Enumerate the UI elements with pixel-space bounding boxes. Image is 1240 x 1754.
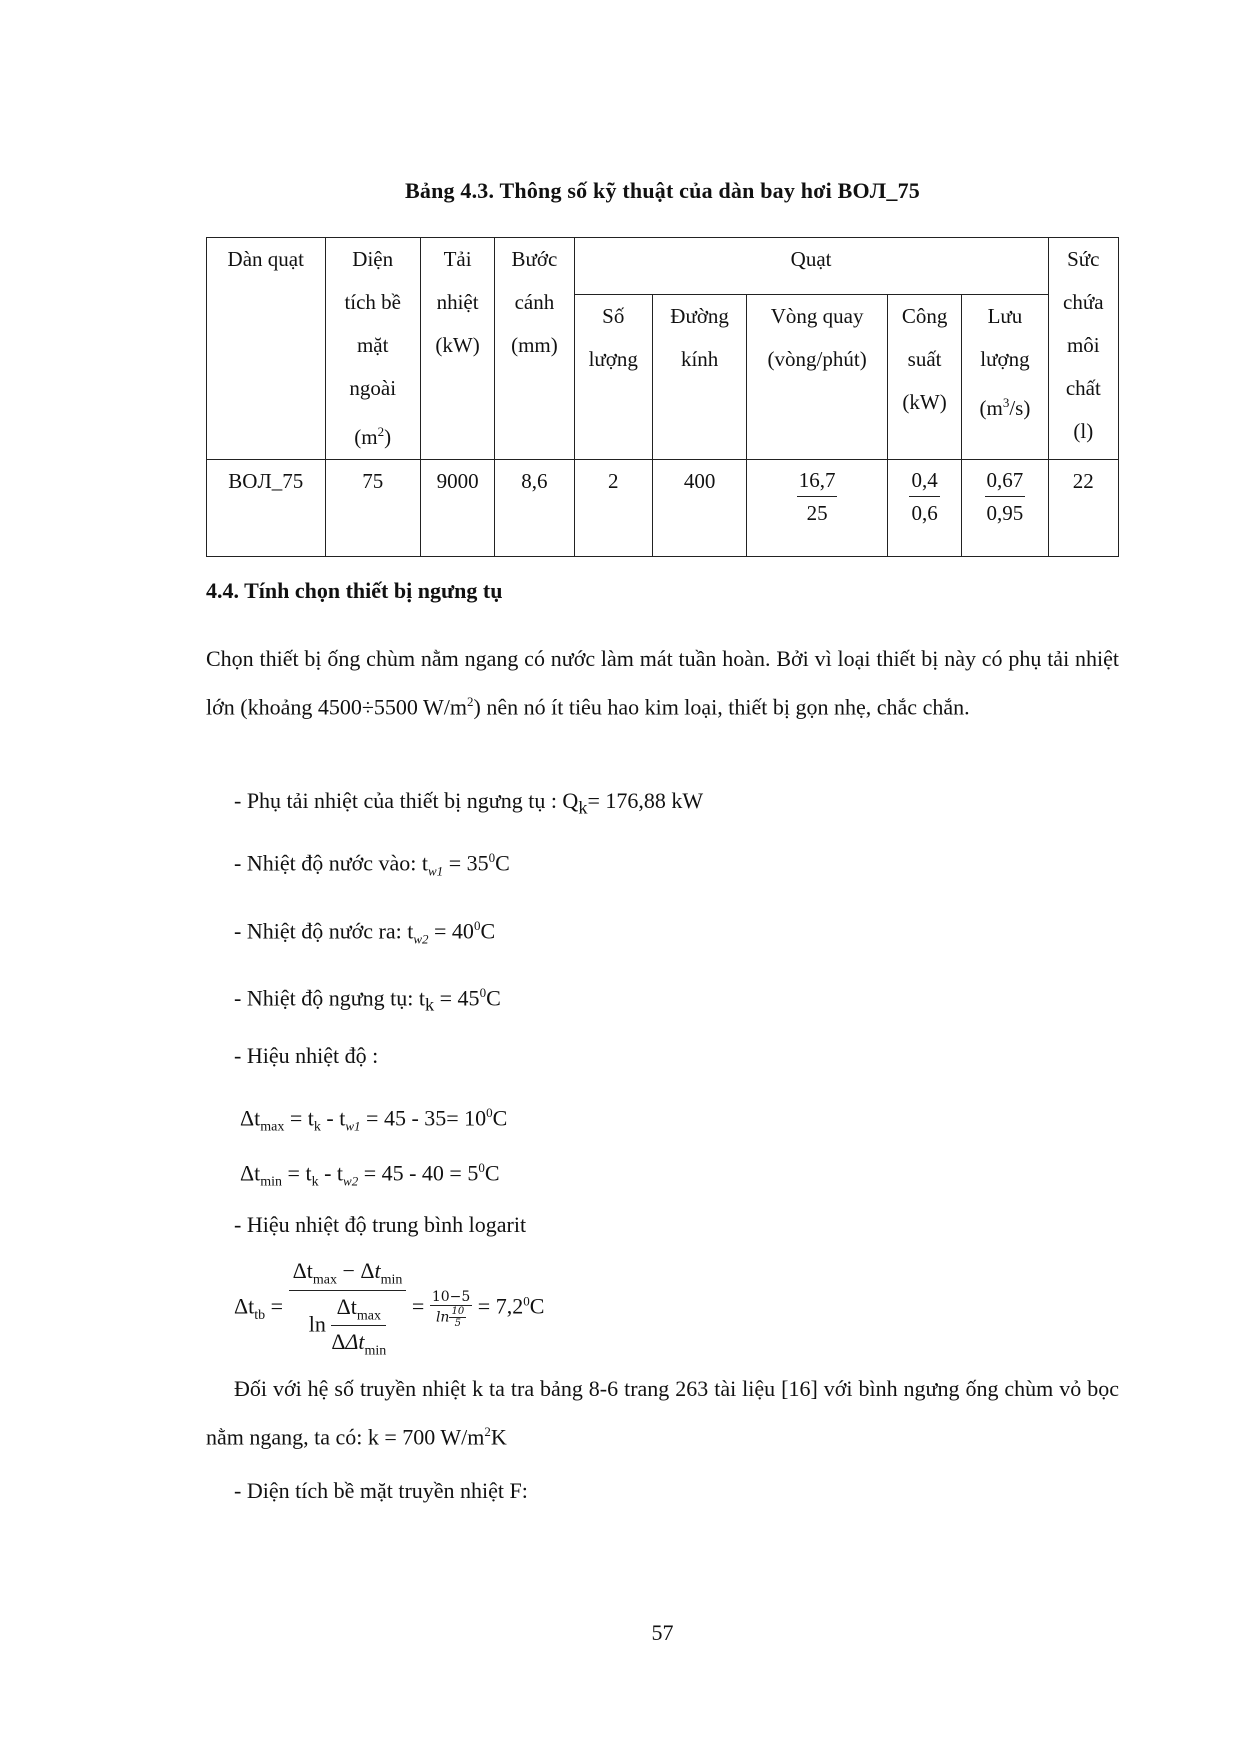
header-quat: Quạt bbox=[574, 238, 1048, 295]
line-water-out: - Nhiệt độ nước ra: $t_{w2} = 40^0C$ bbox=[234, 918, 496, 947]
equation-log-mean: $\Delta t_{tb}$ = $\Delta t_{max} - \Delta t_{min}$ ln $\frac{\Delta t_{max}}{\Delta\Delta t_{min}}$ = 10−5 ln $\frac{10}{5}$ = $7,2^0C$ bbox=[234, 1258, 545, 1359]
header-buoc-canh: Bước cánh (mm) bbox=[495, 238, 574, 460]
equation-dt-max: $\Delta t_{max} = t_k - t_{w1} = 45 - 35= 10^0C$ bbox=[240, 1105, 508, 1135]
line-heat-load: - Phụ tải nhiệt của thiết bị ngưng tụ : $Q_k= 176,88$ kW bbox=[234, 788, 704, 818]
table-caption: Bảng 4.3. Thông số kỹ thuật của dàn bay hơi BOЛ_75 bbox=[405, 178, 920, 203]
header-cong-suat: Công suất (kW) bbox=[887, 295, 961, 460]
page-number: 57 bbox=[651, 1620, 674, 1645]
paragraph-2: Đối với hệ số truyền nhiệt k ta tra bảng 8-6 trang 263 tài liệu [16] với bình ngưng ống chùm vỏ bọc nằm ngang, ta có: k = 700 $W/m^2K$ bbox=[206, 1376, 1119, 1450]
header-luu-luong: Lưu lượng $(m^3/s)$ bbox=[962, 295, 1048, 460]
header-vong-quay: Vòng quay (vòng/phút) bbox=[747, 295, 888, 460]
header-duong-kinh: Đường kính bbox=[652, 295, 746, 460]
cell-count: 2 bbox=[574, 460, 652, 557]
cell-name: BOЛ_75 bbox=[207, 460, 326, 557]
paragraph-1: Chọn thiết bị ống chùm nằm ngang có nước làm mát tuần hoàn. Bởi vì loại thiết bị này có phụ tải nhiệt lớn (khoảng 4500÷5500 $W/m^2$) nên nó ít tiêu hao kim loại, thiết bị gọn nhẹ, chắc chắn. bbox=[206, 646, 1119, 720]
cell-pitch: 8,6 bbox=[495, 460, 574, 557]
header-dan-quat: Dàn quạt bbox=[207, 238, 326, 460]
header-suc-chua: Sức chứa môi chất (l) bbox=[1048, 238, 1118, 460]
numeric-fraction: 10−5 ln $\frac{10}{5}$ bbox=[431, 1288, 471, 1329]
section-title: 4.4. Tính chọn thiết bị ngưng tụ bbox=[206, 578, 503, 603]
cell-load: 9000 bbox=[420, 460, 494, 557]
cell-speed: $\frac{16,7}{25}$ bbox=[747, 460, 888, 557]
header-dien-tich: Diện tích bề mặt ngoài $(m^2)$ bbox=[325, 238, 420, 460]
cell-capacity: 22 bbox=[1048, 460, 1118, 557]
cell-flow: $\frac{0,67}{0,95}$ bbox=[962, 460, 1048, 557]
line-log-mean: - Hiệu nhiệt độ trung bình logarit bbox=[234, 1212, 527, 1237]
line-surface-area: - Diện tích bề mặt truyền nhiệt F: bbox=[234, 1478, 528, 1503]
line-condensing-temp: - Nhiệt độ ngưng tụ: $t_k = 45^0C$ bbox=[234, 985, 501, 1015]
log-mean-fraction: $\Delta t_{max} - \Delta t_{min}$ ln $\frac{\Delta t_{max}}{\Delta\Delta t_{min}}$ bbox=[289, 1258, 407, 1359]
header-so-luong: Số lượng bbox=[574, 295, 652, 460]
spec-table bbox=[206, 237, 1119, 557]
header-tai-nhiet: Tải nhiệt (kW) bbox=[420, 238, 494, 460]
table-row bbox=[207, 460, 1119, 557]
cell-area: 75 bbox=[325, 460, 420, 557]
line-temp-difference: - Hiệu nhiệt độ : bbox=[234, 1043, 379, 1068]
line-water-in: - Nhiệt độ nước vào: $t_{w1} = 35^0C$ bbox=[234, 850, 510, 879]
cell-diameter: 400 bbox=[652, 460, 746, 557]
cell-power: $\frac{0,4}{0,6}$ bbox=[887, 460, 961, 557]
equation-dt-min: $\Delta t_{min} = t_k - t_{w2} = 45 - 40 = 5^0C$ bbox=[240, 1160, 500, 1190]
